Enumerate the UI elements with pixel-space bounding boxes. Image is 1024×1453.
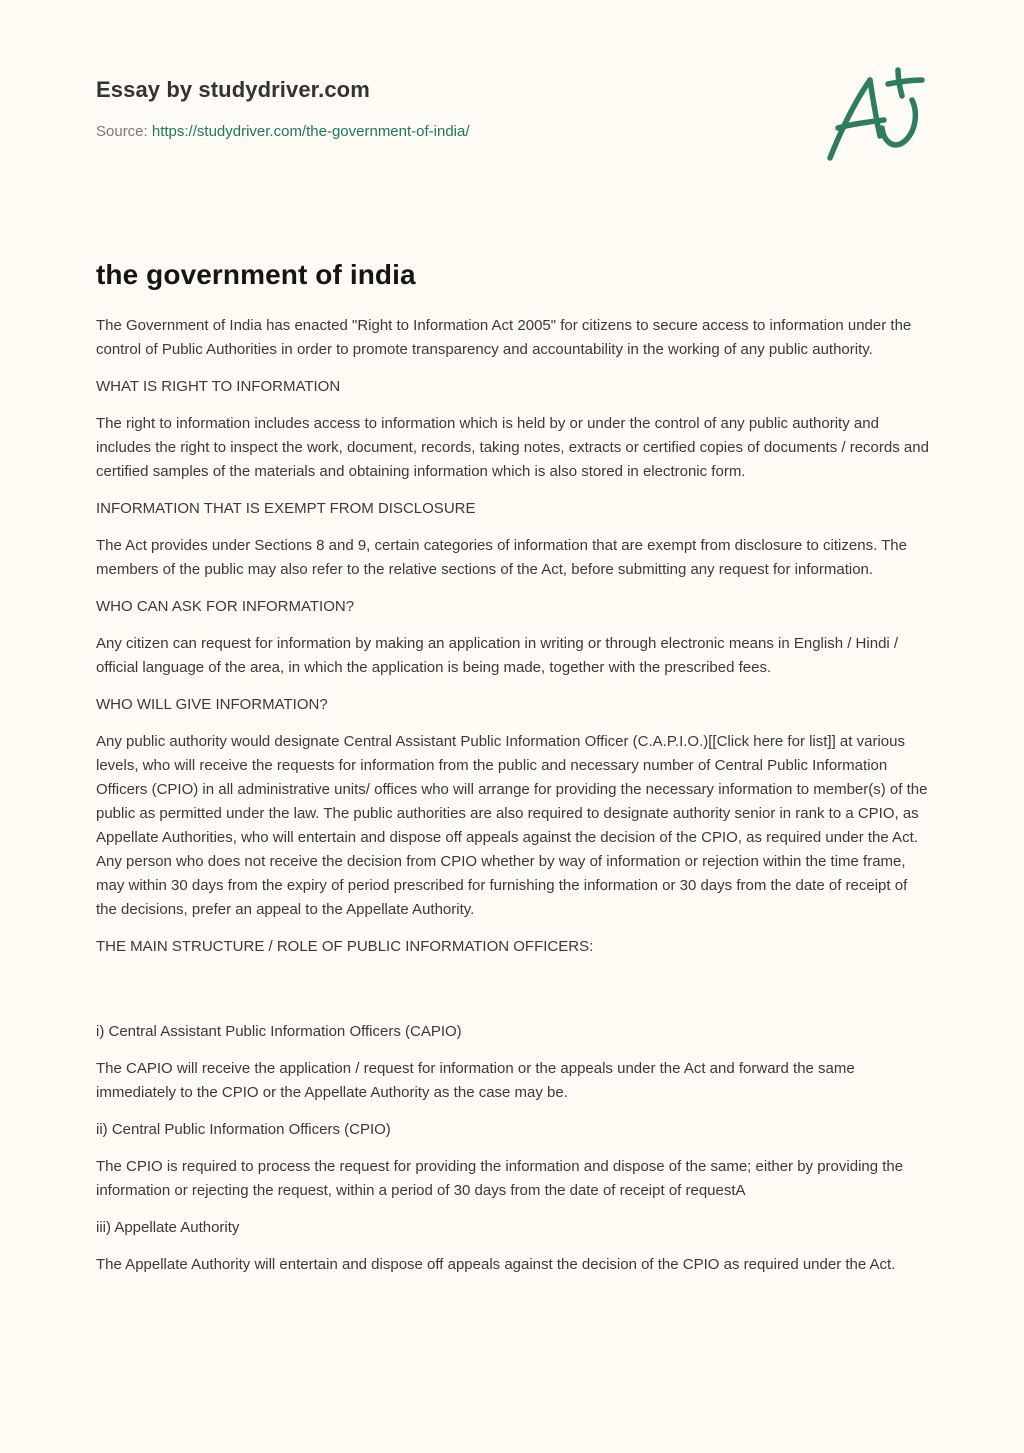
paragraph: The Act provides under Sections 8 and 9, certain categories of information that are exempt from disclosure to citizens. The members of the public may also refer to the relative sections of the Act, before submitting any request for information.: [96, 537, 907, 578]
article-body: [96, 314, 931, 1290]
section-heading: WHO CAN ASK FOR INFORMATION?: [96, 598, 355, 615]
subsection-heading: i) Central Assistant Public Information Officers (CAPIO): [96, 1023, 462, 1040]
site-header: [96, 74, 796, 142]
paragraph: The Appellate Authority will entertain and dispose off appeals against the decision of the CPIO as required under the Act.: [96, 1256, 896, 1273]
section-heading: WHO WILL GIVE INFORMATION?: [96, 696, 328, 713]
brand-title: Essay by studydriver.com: [96, 77, 370, 102]
section-heading: INFORMATION THAT IS EXEMPT FROM DISCLOSURE: [96, 500, 476, 517]
paragraph: The CAPIO will receive the application / request for information or the appeals under the Act and forward the same immediately to the CPIO or the Appellate Authority as the case may be.: [96, 1060, 855, 1101]
paragraph-intro: The Government of India has enacted "Right to Information Act 2005" for citizens to secure access to information under the control of Public Authorities in order to promote transparency and accountability in the working of any public authority.: [96, 317, 912, 358]
source-label: Source:: [96, 123, 152, 140]
paragraph: Any public authority would designate Central Assistant Public Information Officer (C.A.P.I.O.)[[Click here for list]] at various levels, who will receive the requests for information from the public and necessary number of Central Public Information Officers (CPIO) in all administrative units/ offices who will arrange for providing the necessary information to member(s) of the public as permitted under the law. The public authorities are also required to designate authority senior in rank to a CPIO, as Appellate Authorities, who will entertain and dispose off appeals against the decision of the CPIO, as required under the Act. Any person who does not receive the decision from CPIO whether by way of information or rejection within the time frame, may within 30 days from the expiry of period prescribed for furnishing the information or 30 days from the date of receipt of the decisions, prefer an appeal to the Appellate Authority.: [96, 733, 928, 918]
paragraph: The CPIO is required to process the request for providing the information and dispose of the same; either by providing the information or rejecting the request, within a period of 30 days from the date of receipt of requestA: [96, 1158, 904, 1199]
paragraph: Any citizen can request for information by making an application in writing or through electronic means in English / Hindi / official language of the area, in which the application is being made, together with the prescribed fees.: [96, 635, 899, 676]
subsection-heading: iii) Appellate Authority: [96, 1219, 240, 1236]
page-title: the government of india: [96, 259, 416, 290]
a-plus-grade-icon: [818, 66, 930, 166]
paragraph: The right to information includes access to information which is held by or under the control of any public authority and includes the right to inspect the work, document, records, taking notes, extracts or certified copies of documents / records and certified samples of the materials and obtaining information which is also stored in electronic form.: [96, 415, 929, 480]
section-heading: WHAT IS RIGHT TO INFORMATION: [96, 378, 341, 395]
source-line: [96, 122, 796, 142]
section-heading: THE MAIN STRUCTURE / ROLE OF PUBLIC INFORMATION OFFICERS:: [96, 938, 594, 955]
subsection-heading: ii) Central Public Information Officers (CPIO): [96, 1121, 391, 1138]
source-link[interactable]: https://studydriver.com/the-government-of-india/: [151, 123, 470, 140]
